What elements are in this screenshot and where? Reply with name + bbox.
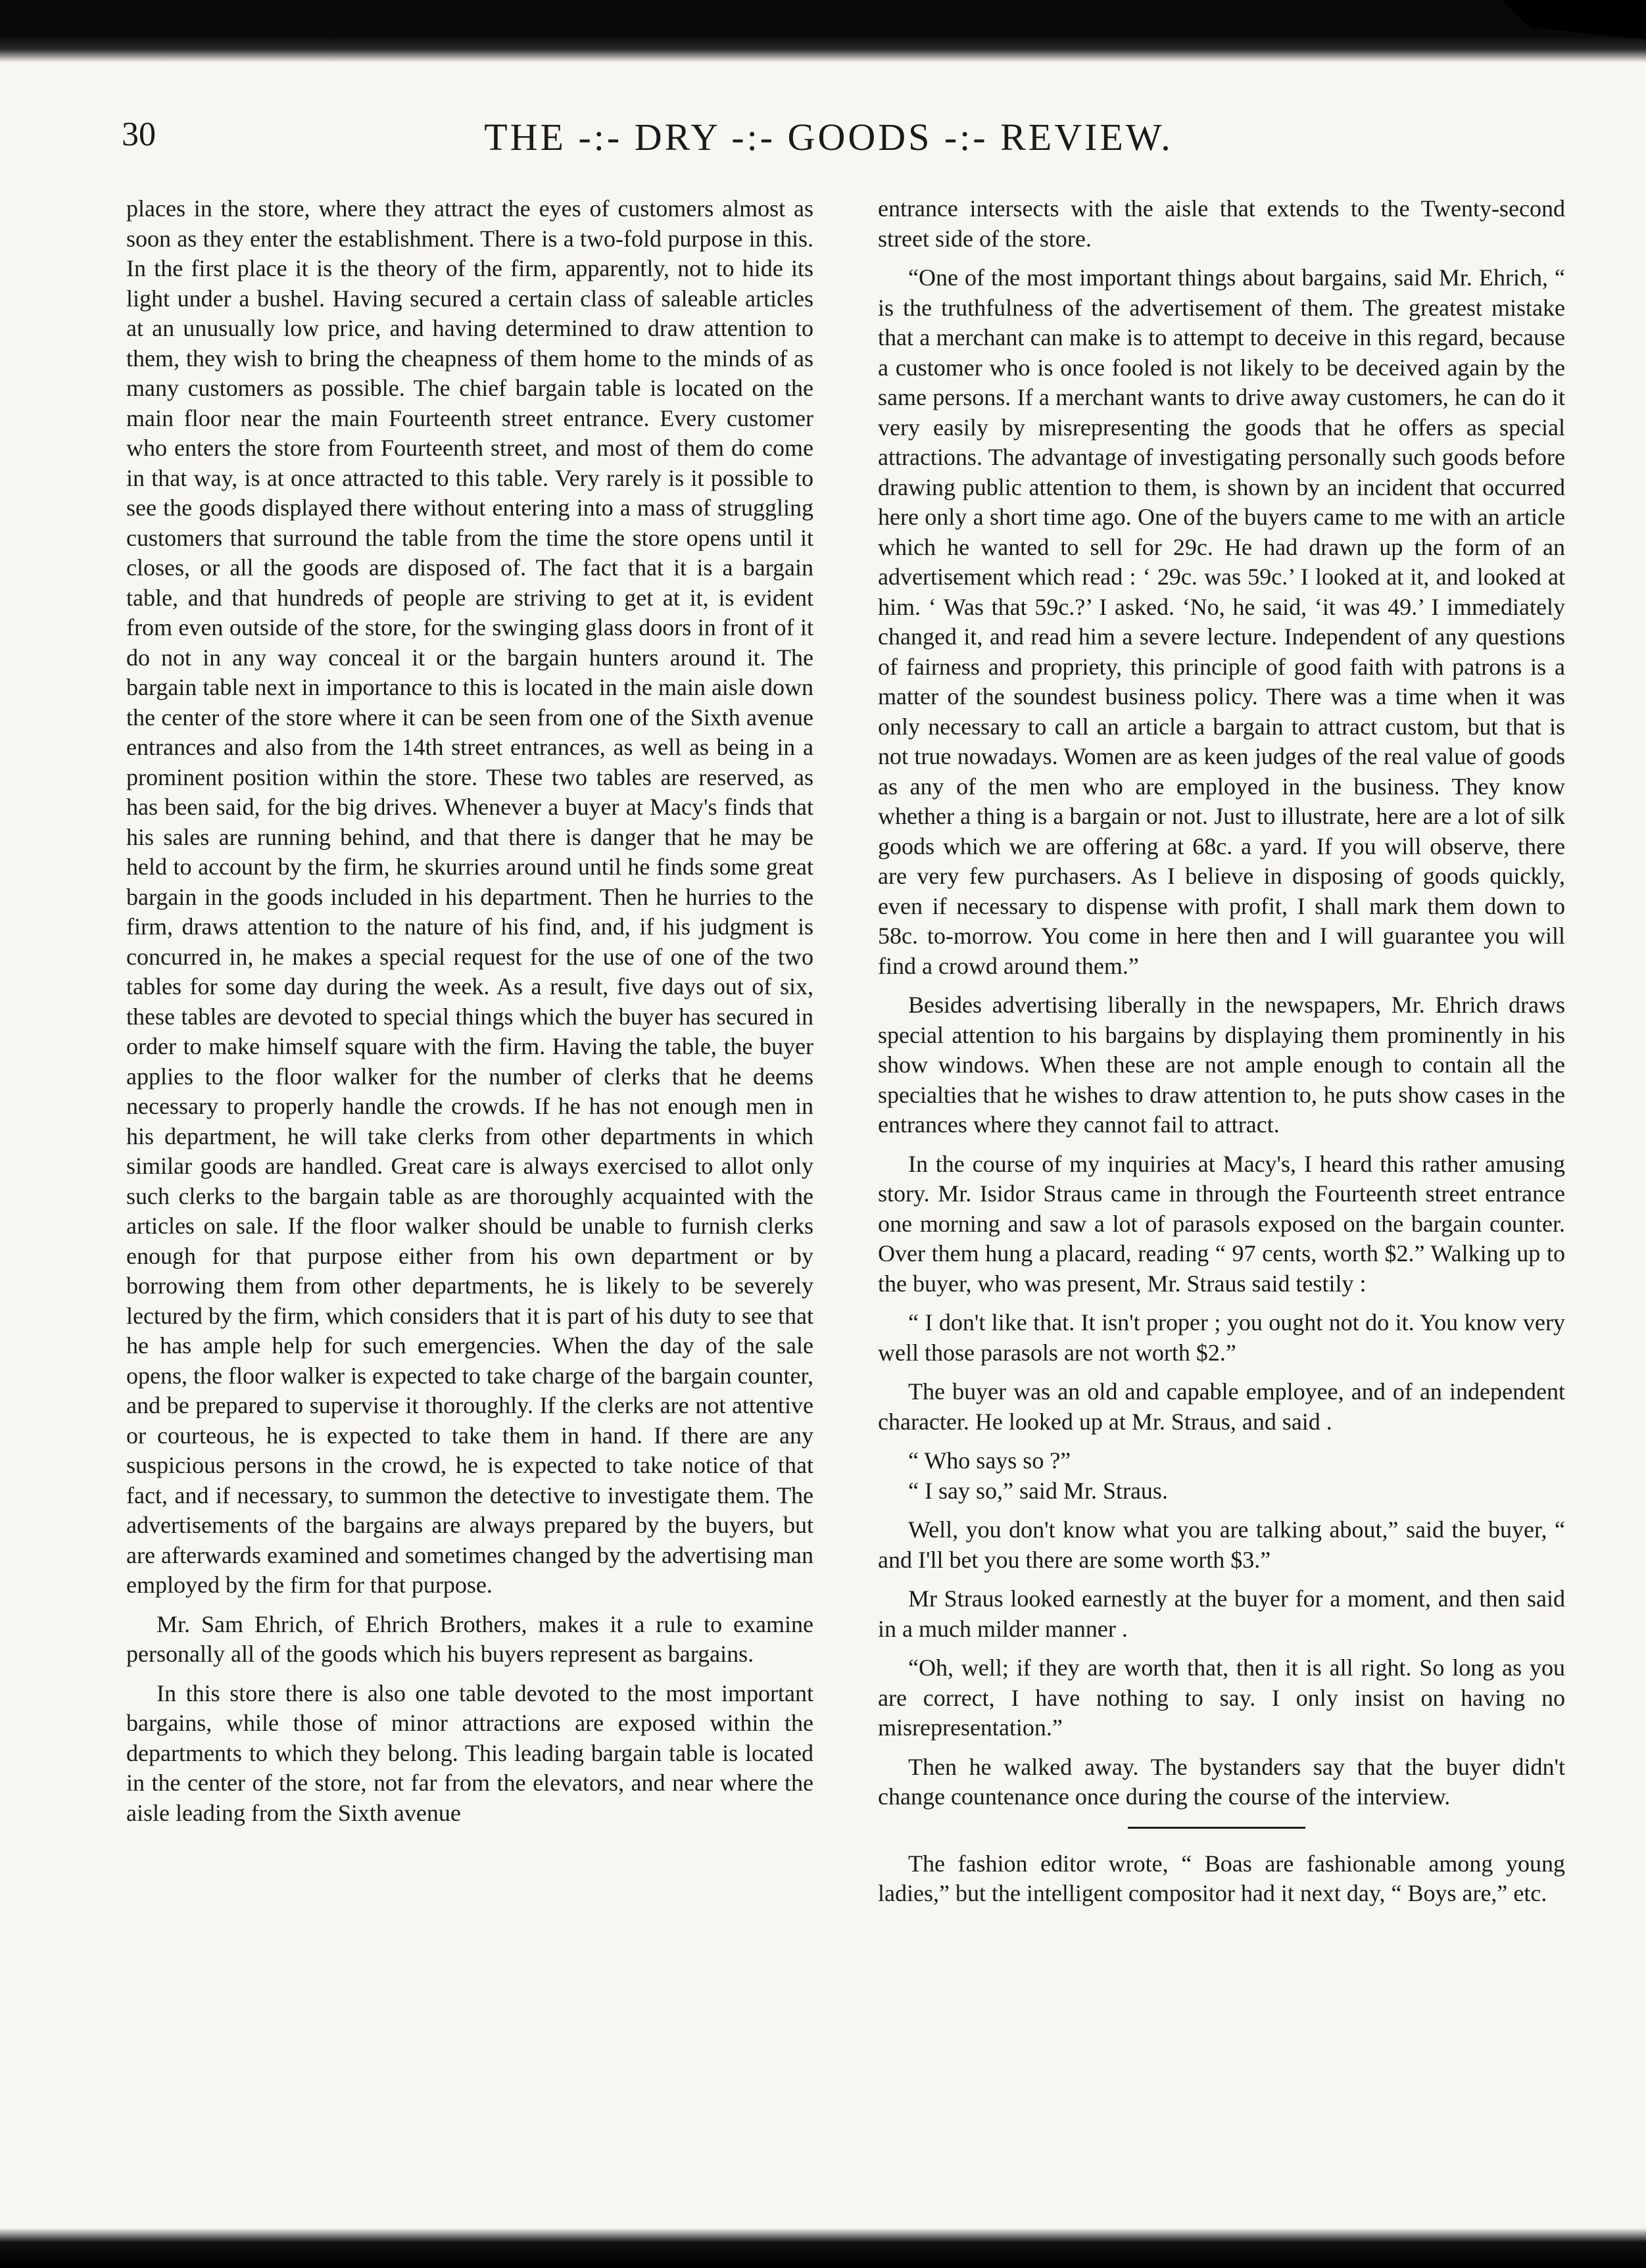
paragraph: In the course of my inquiries at Macy's, I heard this rather amusing story. Mr. Isidor Straus came in through the Fourteenth street entrance one morning and saw a lot of parasols exposed on the bargain counter. Over them hung a placard, reading “ 97 cents, worth $2.” Walking up to the buyer, who was present, Mr. Straus said testily : (878, 1150, 1565, 1297)
running-title: THE -:- DRY -:- GOODS -:- REVIEW. (484, 116, 1173, 158)
right-column (878, 194, 1565, 1918)
paragraph: Mr Straus looked earnestly at the buyer for a moment, and then said in a much milder manner . (878, 1585, 1565, 1642)
paragraph: In this store there is also one table devoted to the most important bargains, while those of minor attractions are exposed within the departments to which they belong. This leading bargain table is located in the center of the store, not far from the elevators, and near where the aisle leading from the Sixth avenue (126, 1679, 813, 1826)
page-number: 30 (122, 116, 156, 153)
page-header (39, 115, 1618, 174)
paragraph: Besides advertising liberally in the newspapers, Mr. Ehrich draws special attention to his bargains by displaying them prominently in his show windows. When these are not ample enough to contain all the specialties that he wishes to draw attention to, he puts show cases in the entrances where they cannot fail to attract. (878, 992, 1565, 1138)
paragraph: The fashion editor wrote, “ Boas are fashionable among young ladies,” but the intelligent compositor had it next day, “ Boys are,” etc. (878, 1850, 1565, 1906)
scan-bottom-border (0, 2228, 1646, 2268)
left-column (126, 194, 813, 1837)
paragraph: Well, you don't know what you are talking about,” said the buyer, “ and I'll bet you there are some worth $3.” (878, 1516, 1565, 1573)
scan-top-border (0, 0, 1646, 62)
paragraph: The buyer was an old and capable employee, and of an independent character. He looked up at Mr. Straus, and said . (878, 1378, 1565, 1435)
paragraph: places in the store, where they attract the eyes of customers almost as soon as they enter the establishment. There is a two-fold purpose in this. In the first place it is the theory of the firm, apparently, not to hide its light under a bushel. Having secured a certain class of saleable articles at an unusually low price, and having determined to draw attention to them, they wish to bring the cheapness of them home to the minds of as many customers as possible. The chief bargain table is located on the main floor near the main Fourteenth street entrance. Every customer who enters the store from Fourteenth street, and most of them do come in that way, is at once attracted to this table. Very rarely is it possible to see the goods displayed there without entering into a mass of struggling customers that surround the table from the time the store opens until it closes, or all the goods are disposed of. The fact that it is a bargain table, and that hundreds of people are striving to get at it, is evident from even outside of the store, for the swinging glass doors in front of it do not in any way conceal it or the bargain hunters around it. The bargain table next in importance to this is located in the main aisle down the center of the store where it can be seen from one of the Sixth avenue entrances and also from the 14th street entrances, as well as being in a prominent position within the store. These two tables are reserved, as has been said, for the big drives. Whenever a buyer at Macy's finds that his sales are running behind, and that there is danger that he may be held to account by the firm, he skurries around until he finds some great bargain in the goods included in his department. Then he hurries to the firm, draws attention to the nature of his find, and, if his judgment is concurred in, he makes a special request for the use of one of the two tables for some day during the week. As a result, five days out of six, these tables are devoted to special things which the buyer has secured in order to make himself square with the firm. Having the table, the buyer applies to the floor walker for the number of clerks that he deems necessary to properly handle the crowds. If he has not enough men in his department, he will take clerks from other departments in which similar goods are handled. Great care is always exercised to allot only such clerks to the bargain table as are thoroughly acquainted with the articles on sale. If the floor walker should be unable to furnish clerks enough for that purpose either from his own department or by borrowing them from other departments, he is likely to be severely lectured by the firm, which considers that it is part of his duty to see that he has ample help for such emergencies. When the day of the sale opens, the floor walker is expected to take charge of the bargain counter, and be prepared to supervise it thoroughly. If the clerks are not attentive or courteous, he is expected to take them in hand. If there are any suspicious persons in the crowd, he is expected to take notice of that fact, and if necessary, to summon the detective to investigate them. The advertisements of the bargains are always prepared by the buyers, but are afterwards examined and sometimes changed by the advertising man employed by the firm for that purpose. (126, 195, 813, 1598)
paragraph: Then he walked away. The bystanders say that the buyer didn't change countenance once during the course of the interview. (878, 1753, 1565, 1810)
paragraph: Mr. Sam Ehrich, of Ehrich Brothers, makes it a rule to examine personally all of the goods which his buyers represent as bargains. (126, 1610, 813, 1667)
paragraph: “ I say so,” said Mr. Straus. (908, 1477, 1168, 1504)
paragraph: “ I don't like that. It isn't proper ; you ought not do it. You know very well those parasols are not worth $2.” (878, 1309, 1565, 1366)
paragraph: “Oh, well; if they are worth that, then it is all right. So long as you are correct, I have nothing to say. I only insist on having no misrepresentation.” (878, 1654, 1565, 1741)
paragraph: “One of the most important things about bargains, said Mr. Ehrich, “ is the truthfulness of the advertisement of them. The greatest mistake that a merchant can make is to attempt to deceive in this regard, because a customer who is once fooled is not likely to be deceived again by the same persons. If a merchant wants to drive away customers, he can do it very easily by misrepresenting the goods that he offers as special attractions. The advantage of investigating personally such goods before drawing public attention to them, is shown by an incident that occurred here only a short time ago. One of the buyers came to me with an article which he wanted to sell for 29c. He had drawn up the form of an advertisement which read : ‘ 29c. was 59c.’ I looked at it, and looked at him. ‘ Was that 59c.?’ I asked. ‘No, he said, ‘it was 49.’ I immediately changed it, and read him a severe lecture. Independent of any questions of fairness and propriety, this principle of good faith with patrons is a matter of the soundest business policy. There was a time when it was only necessary to call an article a bargain to attract custom, but that is not true nowadays. Women are as keen judges of the real value of goods as any of the men who are employed in the business. They know whether a thing is a bargain or not. Just to illustrate, here are a lot of silk goods which we are offering at 68c. a yard. If you will observe, there are very few purchasers. As I believe in disposing of goods quickly, even if necessary to dispense with profit, I shall mark them down to 58c. to-morrow. You come in here then and I will guarantee you will find a crowd around them.” (878, 264, 1565, 979)
paragraph: entrance intersects with the aisle that extends to the Twenty-second street side of the store. (878, 195, 1565, 252)
section-divider (878, 1812, 1565, 1849)
paragraph: “ Who says so ?” (908, 1447, 1071, 1474)
divider-rule (1128, 1827, 1305, 1829)
